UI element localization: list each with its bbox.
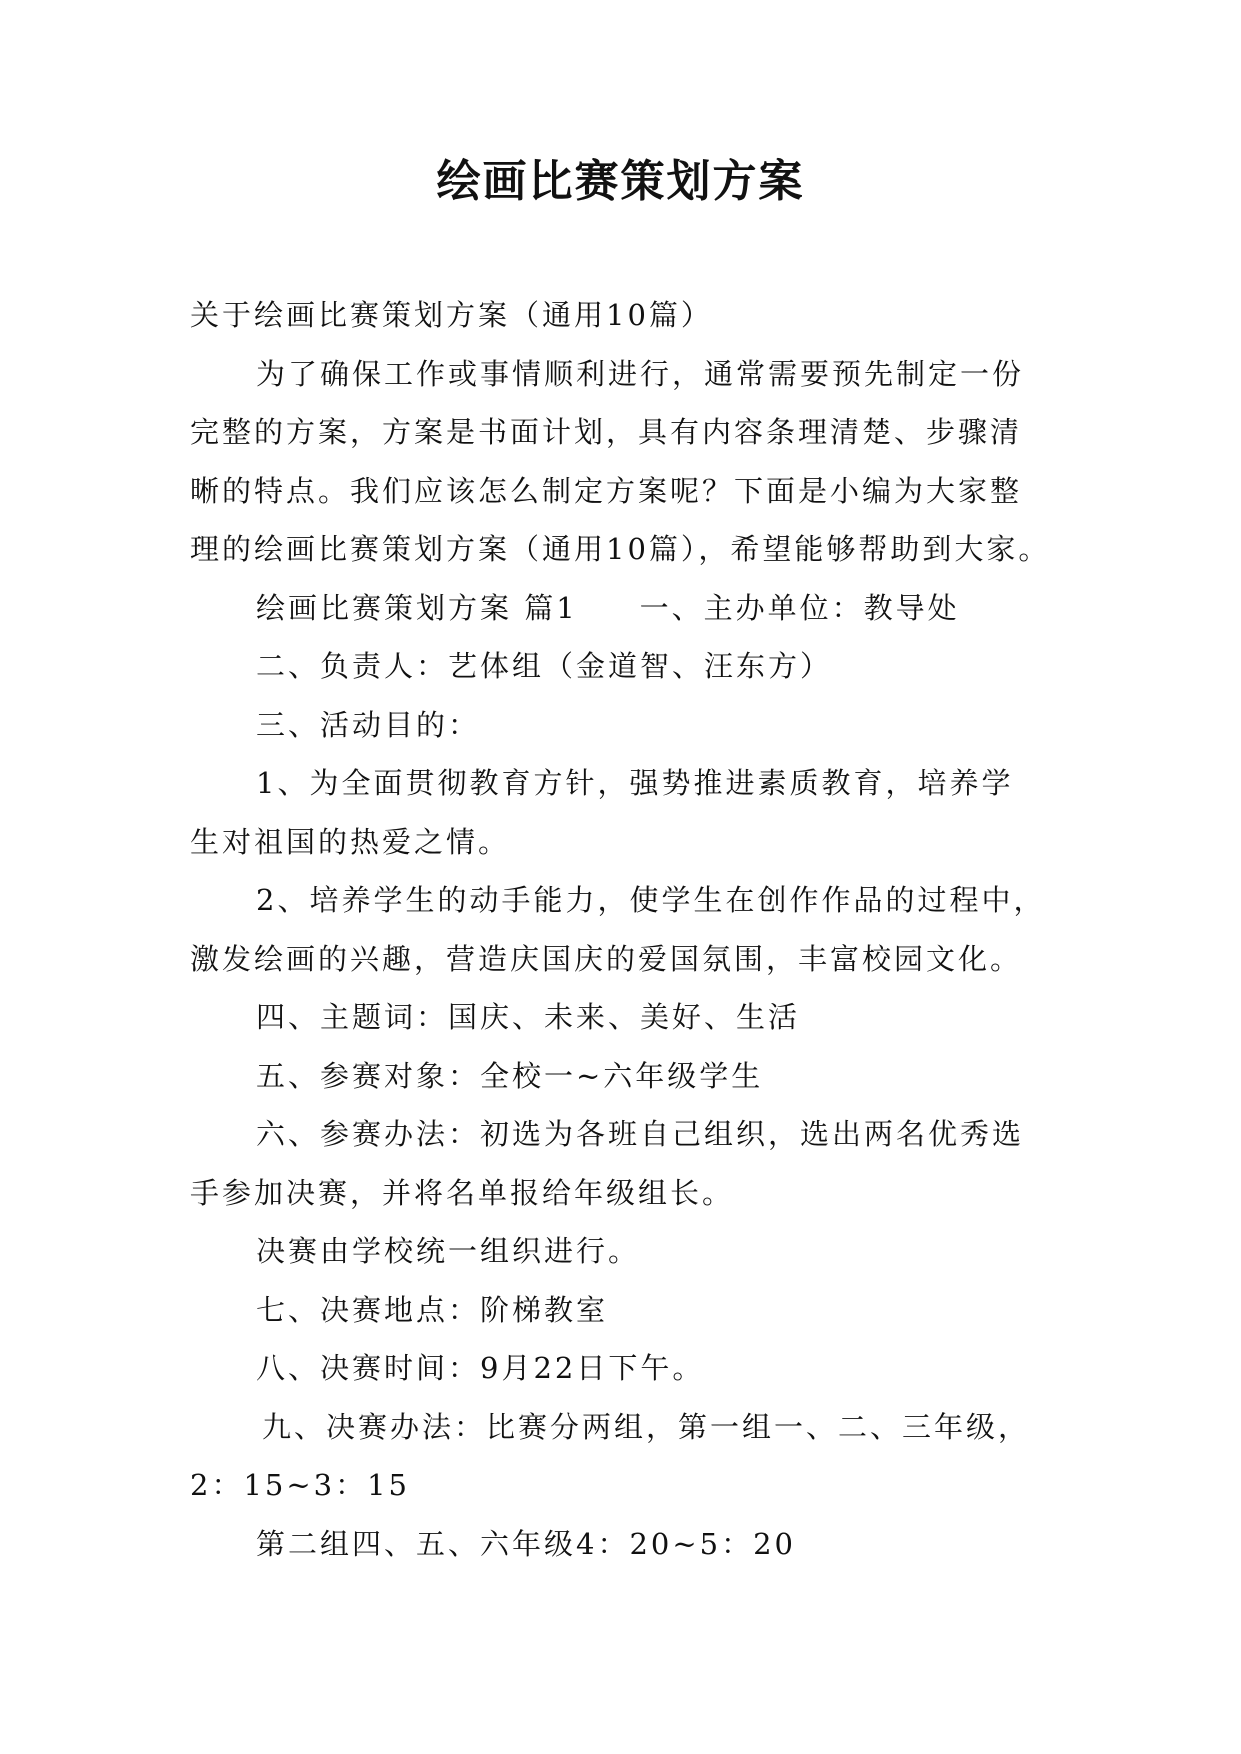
list-item: 五、参赛对象：全校一~六年级学生 (256, 1058, 764, 1093)
list-item: 七、决赛地点：阶梯教室 (256, 1292, 609, 1327)
paragraph-line: 第二组四、五、六年级4：20~5：20 (256, 1526, 797, 1561)
paragraph-line: 生对祖国的热爱之情。 (190, 824, 511, 859)
section-line (190, 579, 1070, 638)
paragraph-line: 理的绘画比赛策划方案（通用10篇），希望能够帮助到大家。 (190, 532, 1051, 566)
list-item: 2、培养学生的动手能力，使学生在创作作品的过程中， (256, 883, 1046, 917)
list-item: 四、主题词：国庆、未来、美好、生活 (256, 1000, 801, 1034)
subtitle-line: 关于绘画比赛策划方案（通用10篇） (190, 298, 713, 332)
paragraph-line: 手参加决赛，并将名单报给年级组长。 (190, 1175, 735, 1210)
section-heading: 绘画比赛策划方案 篇1 (256, 590, 578, 625)
paragraph-line: 2：15~3：15 (190, 1468, 411, 1502)
paragraph-line: 决赛由学校统一组织进行。 (256, 1234, 641, 1268)
list-item: 三、活动目的： (256, 707, 481, 742)
list-item: 九、决赛办法：比赛分两组，第一组一、二、三年级， (262, 1409, 1031, 1444)
paragraph-line: 完整的方案，方案是书面计划，具有内容条理清楚、步骤清 (190, 415, 1023, 449)
paragraph-line: 为了确保工作或事情顺利进行，通常需要预先制定一份 (256, 356, 1025, 391)
list-item: 1、为全面贯彻教育方针，强势推进素质教育，培养学 (256, 766, 1014, 800)
list-item: 八、决赛时间：9月22日下午。 (256, 1351, 705, 1385)
document-title: 绘画比赛策划方案 (436, 156, 805, 207)
list-item: 六、参赛办法：初选为各班自己组织，选出两名优秀选 (256, 1117, 1025, 1151)
list-item: 二、负责人：艺体组（金道智、汪东方） (256, 649, 833, 683)
paragraph-line: 晰的特点。我们应该怎么制定方案呢？下面是小编为大家整 (190, 473, 1023, 508)
paragraph-line: 激发绘画的兴趣，营造庆国庆的爱国氛围，丰富校园文化。 (190, 941, 1023, 976)
organizer-item: 一、主办单位：教导处 (639, 590, 960, 625)
document-body (190, 286, 1070, 1573)
